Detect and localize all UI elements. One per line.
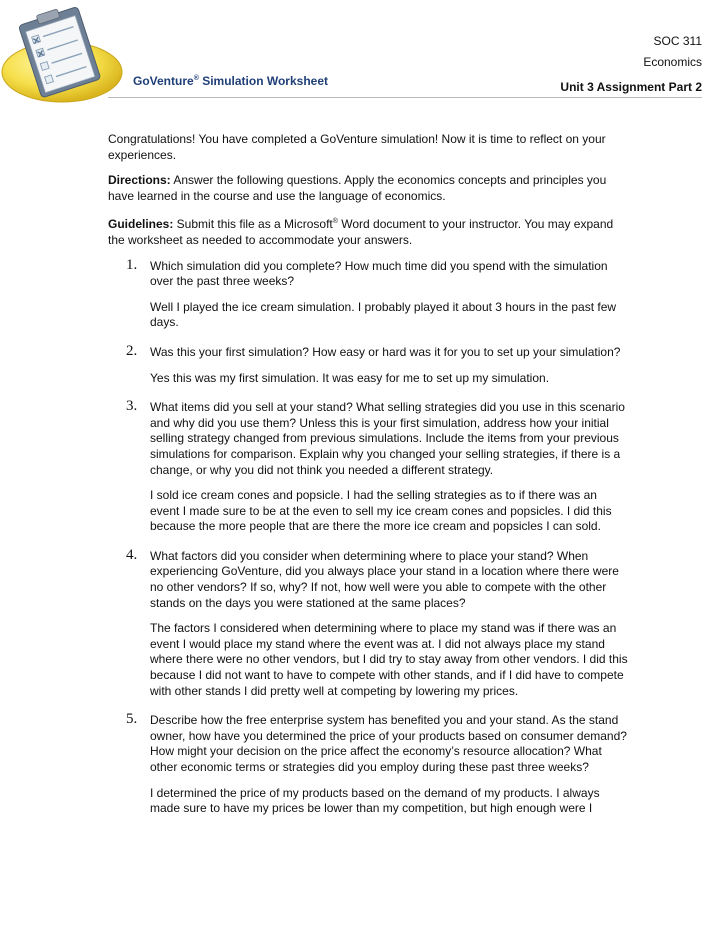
worksheet-title-brand: GoVenture bbox=[133, 74, 194, 88]
question-number: 3. bbox=[126, 398, 138, 415]
course-code: SOC 311 bbox=[653, 34, 702, 48]
answer-text: I sold ice cream cones and popsicle. I had the selling strategies as to if there was an event I made sure to be at the even to sell my ice cream cones and popsicles. I did this because the more people that are there the more ice cream and popsicles I can sold. bbox=[150, 488, 612, 534]
directions-label: Directions: bbox=[108, 173, 171, 188]
question-number: 4. bbox=[126, 546, 138, 563]
guidelines-text-b: Word document to your instructor. You may expand the worksheet as needed to accommodate your answers. bbox=[108, 217, 614, 247]
answer-text: The factors I considered when determining where to place my stand was if there was an event I would place my stand where the event was at. I did not always place my stand where there were no other vendors, but I did try to stay away from other vendors. I did this because I did not want to have to compete with other stands, and if I did have to compete with other stands I did pretty well at competing by lowering my prices. bbox=[150, 621, 628, 698]
question-number: 2. bbox=[126, 342, 138, 359]
question-item bbox=[108, 342, 628, 386]
guidelines-text-a: Submit this file as a Microsoft bbox=[173, 217, 333, 232]
worksheet-title-rest: Simulation Worksheet bbox=[198, 74, 328, 88]
question-list bbox=[108, 256, 628, 817]
guidelines-label: Guidelines: bbox=[108, 217, 174, 232]
question-item bbox=[108, 546, 628, 699]
answer-text: Yes this was my first simulation. It was easy for me to set up my simulation. bbox=[150, 370, 550, 385]
question-item bbox=[108, 400, 628, 535]
clipboard-logo-icon bbox=[0, 0, 130, 110]
question-item bbox=[108, 713, 628, 817]
page-header bbox=[0, 0, 728, 112]
document-body bbox=[108, 132, 628, 831]
assignment-title: Unit 3 Assignment Part 2 bbox=[560, 80, 702, 94]
question-text: What factors did you consider when determining where to place your stand? When experiencing GoVenture, did you always place your stand in a location where there were no other vendors? If so, why? If not, how well were you able to compete with the other stands on the days you were stationed at the same places? bbox=[150, 548, 619, 610]
question-text: Describe how the free enterprise system has benefited you and your stand. As the stand owner, how have you determined the price of your products based on consumer demand? How might your decision on the price affect the economy’s resource allocation? What other economic terms or strategies did you employ during these past three weeks? bbox=[150, 713, 627, 774]
registered-mark: ® bbox=[193, 75, 199, 82]
answer-text: I determined the price of my products based on the demand of my products. I always made sure to have my prices be lower than my competition, but high enough were I bbox=[150, 785, 600, 816]
directions-text: Answer the following questions. Apply the economics concepts and principles you have learned in the course and use the language of economics. bbox=[108, 173, 607, 203]
directions-paragraph bbox=[108, 173, 628, 204]
question-number: 1. bbox=[126, 256, 138, 273]
subject-name: Economics bbox=[643, 55, 702, 69]
question-number: 5. bbox=[126, 711, 138, 728]
question-text: What items did you sell at your stand? What selling strategies did you use in this scenario and why did you use them? Unless this is your first simulation, address how your initial selling strategy changed from previous simulations. Include the items from your previous simulations for comparison. Explain why you changed your selling strategies, if there is a change, or why you did not think you needed a different strategy. bbox=[150, 400, 625, 477]
worksheet-title bbox=[133, 74, 328, 88]
question-text: Which simulation did you complete? How much time did you spend with the simulation over the past three weeks? bbox=[150, 258, 608, 289]
answer-text: Well I played the ice cream simulation. I probably played it about 3 hours in the past few days. bbox=[150, 299, 617, 330]
question-text: Was this your first simulation? How easy or hard was it for you to set up your simulation? bbox=[150, 344, 621, 359]
question-item bbox=[108, 256, 628, 331]
guidelines-paragraph bbox=[108, 214, 628, 248]
intro-paragraph: Congratulations! You have completed a GoVenture simulation! Now it is time to reflect on your experiences. bbox=[108, 132, 606, 162]
registered-mark: ® bbox=[332, 218, 338, 226]
header-divider bbox=[108, 97, 702, 98]
